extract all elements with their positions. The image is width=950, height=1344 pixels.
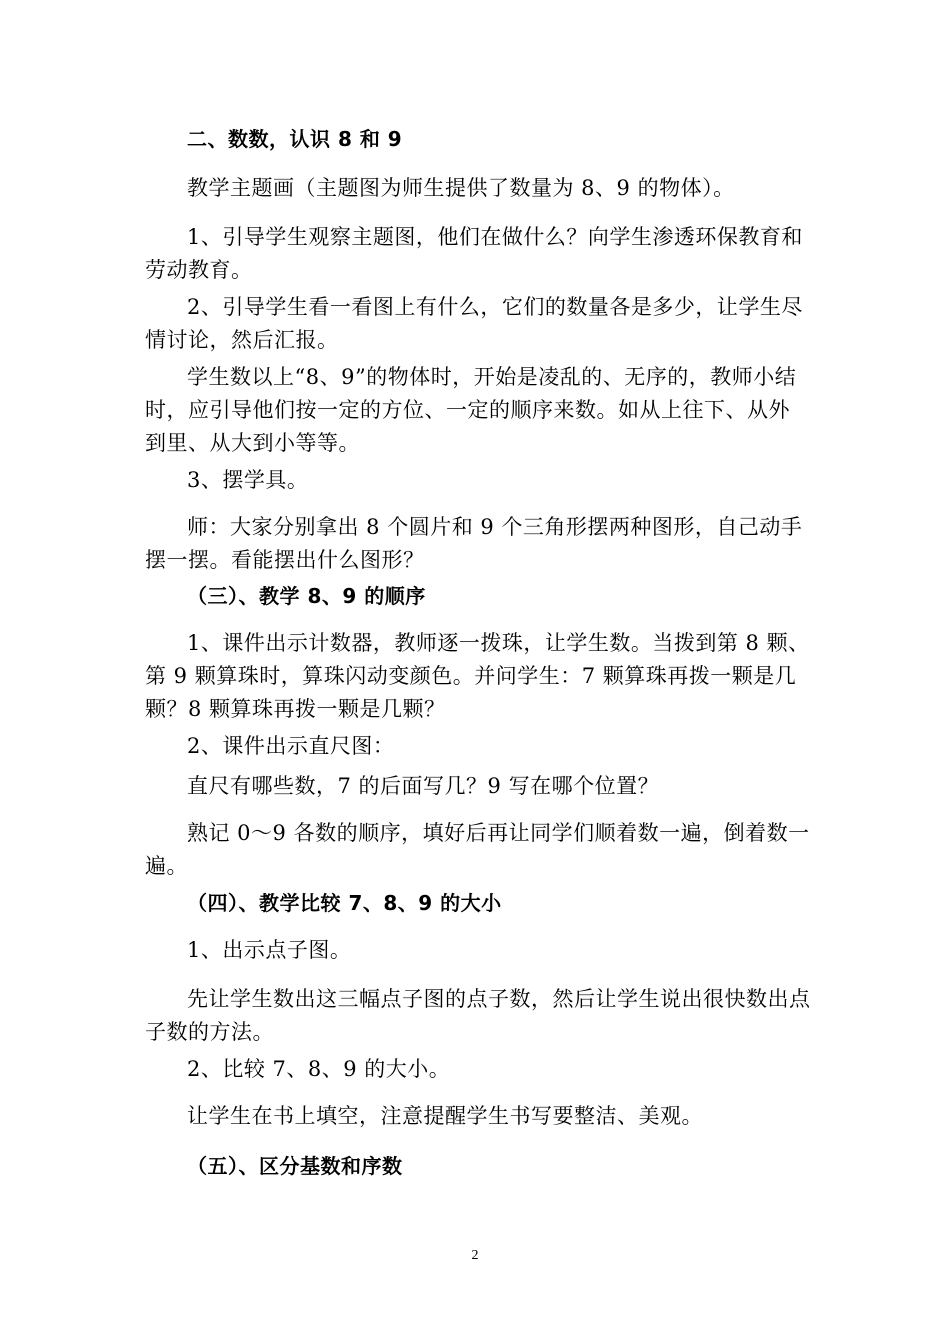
page-number: 2 [471, 1248, 479, 1263]
paragraph-fill-blanks: 让学生在书上填空，注意提醒学生书写要整洁、美观。 [187, 1104, 703, 1128]
paragraph-counter-beads: 1、课件出示计数器，教师逐一拨珠，让学生数。当拨到第 8 颗、第 9 颗算珠时，算珠闪动变颜色。并问学生：7 颗算珠再拨一颗是几颗？8 颗算珠再拨一颗是几颗？ [145, 631, 810, 721]
paragraph-count-objects: 学生数以上“8、9”的物体时，开始是凌乱的、无序的，教师小结时，应引导他们按一定的方位、一定的顺序来数。如从上往下、从外到里、从大到小等等。 [145, 365, 797, 455]
section-heading-order: （三）、教学 8、9 的顺序 [187, 584, 426, 608]
section-heading-cardinal-ordinal: （五）、区分基数和序数 [187, 1154, 403, 1178]
section-heading-count-8-9: 二、数数，认识 8 和 9 [187, 127, 403, 151]
section-heading-compare: （四）、教学比较 7、8、9 的大小 [187, 891, 502, 915]
paragraph-theme-picture: 教学主题画（主题图为师生提供了数量为 8、9 的物体）。 [187, 176, 735, 200]
paragraph-arrange-tools: 3、摆学具。 [187, 468, 309, 492]
paragraph-look-picture: 2、引导学生看一看图上有什么，它们的数量各是多少，让学生尽情讨论，然后汇报。 [145, 295, 803, 352]
paragraph-dot-picture: 1、出示点子图。 [187, 938, 352, 962]
paragraph-ruler-questions: 直尺有哪些数，7 的后面写几？9 写在哪个位置？ [187, 774, 660, 798]
paragraph-memorize-order: 熟记 0～9 各数的顺序，填好后再让同学们顺着数一遍，倒着数一遍。 [145, 821, 810, 878]
paragraph-teacher-instruction: 师：大家分别拿出 8 个圆片和 9 个三角形摆两种图形，自己动手摆一摆。看能摆出什么图形？ [145, 515, 803, 572]
paragraph-count-dots: 先让学生数出这三幅点子图的点子数，然后让学生说出很快数出点子数的方法。 [145, 987, 811, 1044]
paragraph-ruler-picture: 2、课件出示直尺图： [187, 734, 395, 758]
paragraph-compare-sizes: 2、比较 7、8、9 的大小。 [187, 1057, 451, 1081]
paragraph-observe-picture: 1、引导学生观察主题图，他们在做什么？向学生渗透环保教育和劳动教育。 [145, 225, 803, 282]
